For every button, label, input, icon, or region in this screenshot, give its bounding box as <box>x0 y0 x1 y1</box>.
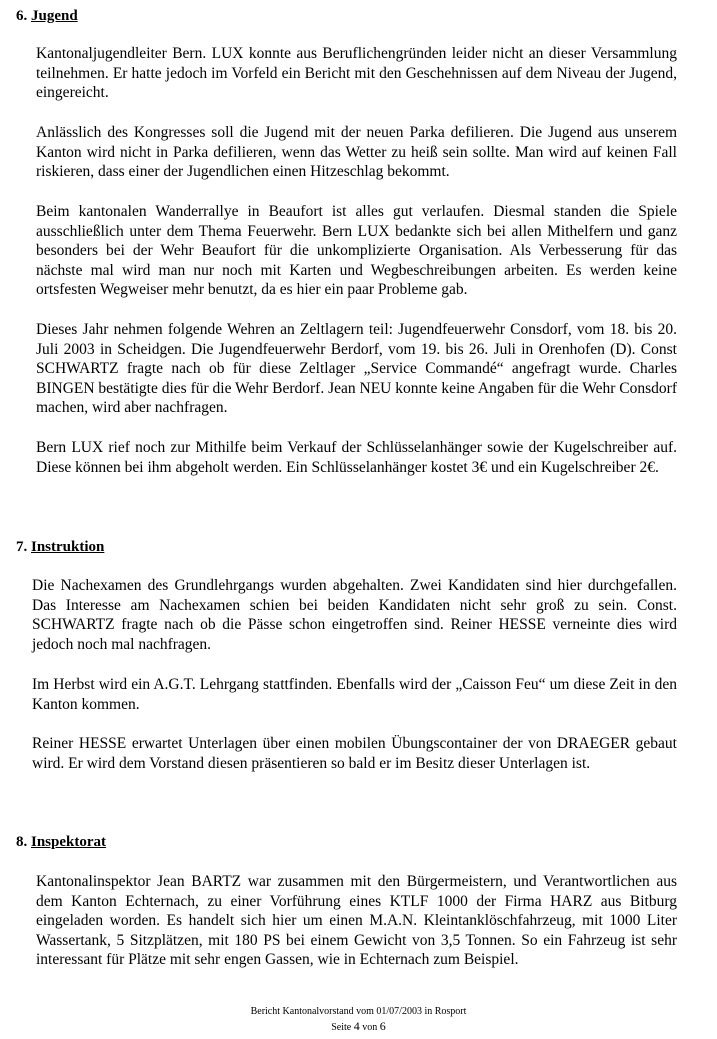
paragraph: Dieses Jahr nehmen folgende Wehren an Zeltlagern teil: Jugendfeuerwehr Consdorf, vom 18. bis 20. Juli 2003 in Scheidgen. Die Jugendfeuerwehr Berdorf, vom 19. bis 26. Juli in Orenhofen (D). Const SCHWARTZ fragte nach ob für diese Zeltlager „Service Commandé“ angefragt wurde. Charles BINGEN bestätigte dies für die Wehr Berdorf. Jean NEU konnte keine Angaben für die Wehr Consdorf machen, wird aber nachfragen. <box>36 321 677 416</box>
page-total: 6 <box>379 1019 386 1033</box>
section-number: 7. <box>16 539 28 555</box>
paragraph: Bern LUX rief noch zur Mithilfe beim Verkauf der Schlüsselanhänger sowie der Kugelschreiber auf. Diese können bei ihm abgeholt werden. Ein Schlüsselanhänger kostet 3€ und ein Kugelschreiber 2€. <box>36 439 677 476</box>
footer-report-line: Bericht Kantonalvorstand vom 01/07/2003 in Rosport <box>250 1006 467 1017</box>
page-separator: von <box>362 1022 378 1033</box>
paragraph: Kantonalinspektor Jean BARTZ war zusammen mit den Bürgermeistern, und Verantwortlichen aus dem Kanton Echternach, zu einer Vorführung eines KTLF 1000 der Firma HARZ aus Bitburg eingeladen worden. Es handelt sich hier um einen M.A.N. Kleintanklöschfahrzeug, mit 1000 Liter Wassertank, 5 Sitzplätzen, mit 180 PS bei einem Gewicht von 3,5 Tonnen. So ein Fahrzeug ist sehr interessant für Plätze mit sehr engen Gassen, wie in Echternach zum Beispiel. <box>36 873 677 968</box>
paragraph: Die Nachexamen des Grundlehrgangs wurden abgehalten. Zwei Kandidaten sind hier durchgefallen. Das Interesse am Nachexamen schien bei beiden Kandidaten nicht sehr groß zu sein. Const. SCHWARTZ fragte nach ob die Pässe schon eingetroffen sind. Reiner HESSE verneinte dies wird jedoch noch mal nachfragen. <box>32 577 677 653</box>
paragraph: Beim kantonalen Wanderrallye in Beaufort ist alles gut verlaufen. Diesmal standen die Spiele ausschließlich unter dem Thema Feuerwehr. Bern LUX bedankte sich bei allen Mithelfern und ganz besonders bei der Wehr Beaufort für die unkomplizierte Organisation. Als Verbesserung für das nächste mal wird man nur noch mit Karten und Wegbeschreibungen arbeiten. Es werden keine ortsfesten Wegweiser mehr benutzt, da es hier ein paar Probleme gab. <box>36 203 677 298</box>
paragraph: Reiner HESSE erwartet Unterlagen über einen mobilen Übungscontainer der von DRAEGER gebaut wird. Er wird dem Vorstand diesen präsentieren so bald er im Besitz dieser Unterlagen ist. <box>32 735 677 772</box>
section-heading-inspektorat <box>16 833 106 851</box>
paragraph: Im Herbst wird ein A.G.T. Lehrgang stattfinden. Ebenfalls wird der „Caisson Feu“ um diese Zeit in den Kanton kommen. <box>32 676 677 713</box>
paragraph: Kantonaljugendleiter Bern. LUX konnte aus Beruflichengründen leider nicht an dieser Versammlung teilnehmen. Er hatte jedoch im Vorfeld ein Bericht mit den Geschehnissen auf dem Niveau der Jugend, eingereicht. <box>36 45 677 101</box>
section-title: Inspektorat <box>31 834 107 850</box>
paragraph: Anlässlich des Kongresses soll die Jugend mit der neuen Parka defilieren. Die Jugend aus unserem Kanton wird nicht in Parka defilieren, wenn das Wetter zu heiß sein sollte. Man wird auf keinen Fall riskieren, dass einer der Jugendlichen einen Hitzeschlag bekommt. <box>36 124 677 180</box>
section-title: Instruktion <box>31 539 105 555</box>
page-current: 4 <box>353 1019 360 1033</box>
section-number: 8. <box>16 834 28 850</box>
section-number: 6. <box>16 8 28 24</box>
page-prefix: Seite <box>331 1022 352 1033</box>
footer-page-number <box>0 1020 717 1034</box>
section-heading-jugend <box>16 7 78 25</box>
section-title: Jugend <box>31 8 78 24</box>
section-heading-instruktion <box>16 538 104 556</box>
